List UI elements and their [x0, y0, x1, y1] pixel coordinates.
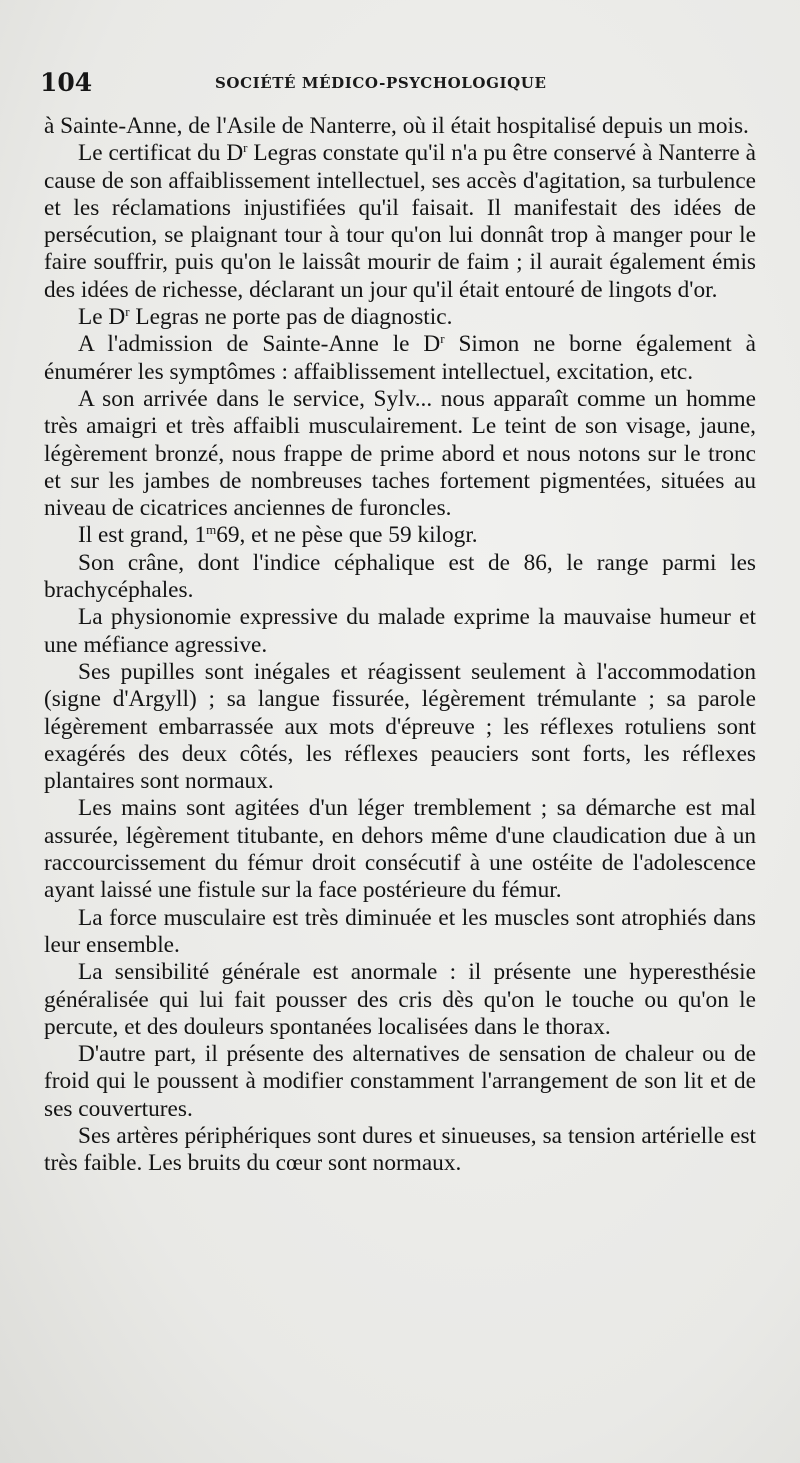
body-text	[44, 113, 756, 1178]
paragraph: à Sainte-Anne, de l'Asile de Nanterre, où il était hospitalisé depuis un mois.	[44, 113, 749, 139]
paragraph: La sensibilité générale est anormale : il présente une hyperesthésie généralisée qui lui fait pousser des cris dès qu'on le touche ou qu'on le percute, et des douleurs spontanées localisées dans le thorax.	[44, 959, 756, 1040]
paragraph: Il est grand, 1$^m$69, et ne pèse que 59 kilogr.	[78, 522, 478, 549]
paragraph: La force musculaire est très diminuée et les muscles sont atrophiés dans leur ensemble.	[44, 904, 756, 958]
paragraph: Le $D^r$ Legras ne porte pas de diagnostic.	[78, 304, 453, 331]
superscript: r	[125, 304, 130, 320]
superscript: r	[440, 331, 445, 347]
paragraph: Ses pupilles sont inégales et réagissent seulement à l'accommodation (signe d'Argyll) ; sa langue fissurée, légèrement trémulante ; sa parole légèrement embarrassée aux mots d'épreuve ; les réflexes rotuliens sont exagérés des deux côtés, les réflexes peauciers sont forts, les réflexes plantaires sont normaux.	[44, 658, 756, 795]
superscript: r	[243, 140, 248, 156]
paragraph: Les mains sont agitées d'un léger tremblement ; sa démarche est mal assurée, légèrement titubante, en dehors même d'une claudication due à un raccourcissement du fémur droit consécutif à une ostéite de l'adolescence ayant laissé une fistule sur la face postérieure du fémur.	[44, 795, 756, 904]
paragraph: Le certificat du $D^r$ Legras constate qu'il n'a pu être conservé à Nanterre à cause de son affaiblissement intellectuel, ses accès d'agitation, sa turbulence et les réclamations injustifiées qu'il faisait. Il manifestait des idées de persécution, se plaignant tour à tour qu'on lui donnât trop à manger pour le faire souffrir, puis qu'on le laissât mourir de faim ; il aurait également émis des idées de richesse, déclarant un jour qu'il était entouré de lingots d'or.	[44, 140, 756, 303]
superscript: m	[206, 522, 217, 538]
paragraph: La physionomie expressive du malade exprime la mauvaise humeur et une méfiance agressive.	[44, 604, 756, 658]
running-title: SOCIÉTÉ MÉDICO-PSYCHOLOGIQUE	[215, 74, 547, 92]
paragraph: A l'admission de Sainte-Anne le $D^r$ Simon ne borne également à énumérer les symptômes : affaiblissement intellectuel, excitation, etc.	[44, 331, 756, 385]
paragraph: D'autre part, il présente des alternatives de sensation de chaleur ou de froid qui le poussent à modifier constamment l'arrangement de son lit et de ses couvertures.	[44, 1041, 756, 1122]
page-number: 104	[40, 68, 93, 97]
page-header	[0, 68, 800, 108]
paragraph: Son crâne, dont l'indice céphalique est de 86, le range parmi les brachycéphales.	[44, 549, 756, 604]
paragraph: Ses artères périphériques sont dures et sinueuses, sa tension artérielle est très faible. Les bruits du cœur sont normaux.	[44, 1122, 756, 1177]
paragraph: A son arrivée dans le service, Sylv... nous apparaît comme un homme très amaigri et très affaibli musculairement. Le teint de son visage, jaune, légèrement bronzé, nous frappe de prime abord et nous notons sur le tronc et sur les jambes de nombreuses taches fortement pigmentées, situées au niveau de cicatrices anciennes de furoncles.	[44, 385, 756, 522]
